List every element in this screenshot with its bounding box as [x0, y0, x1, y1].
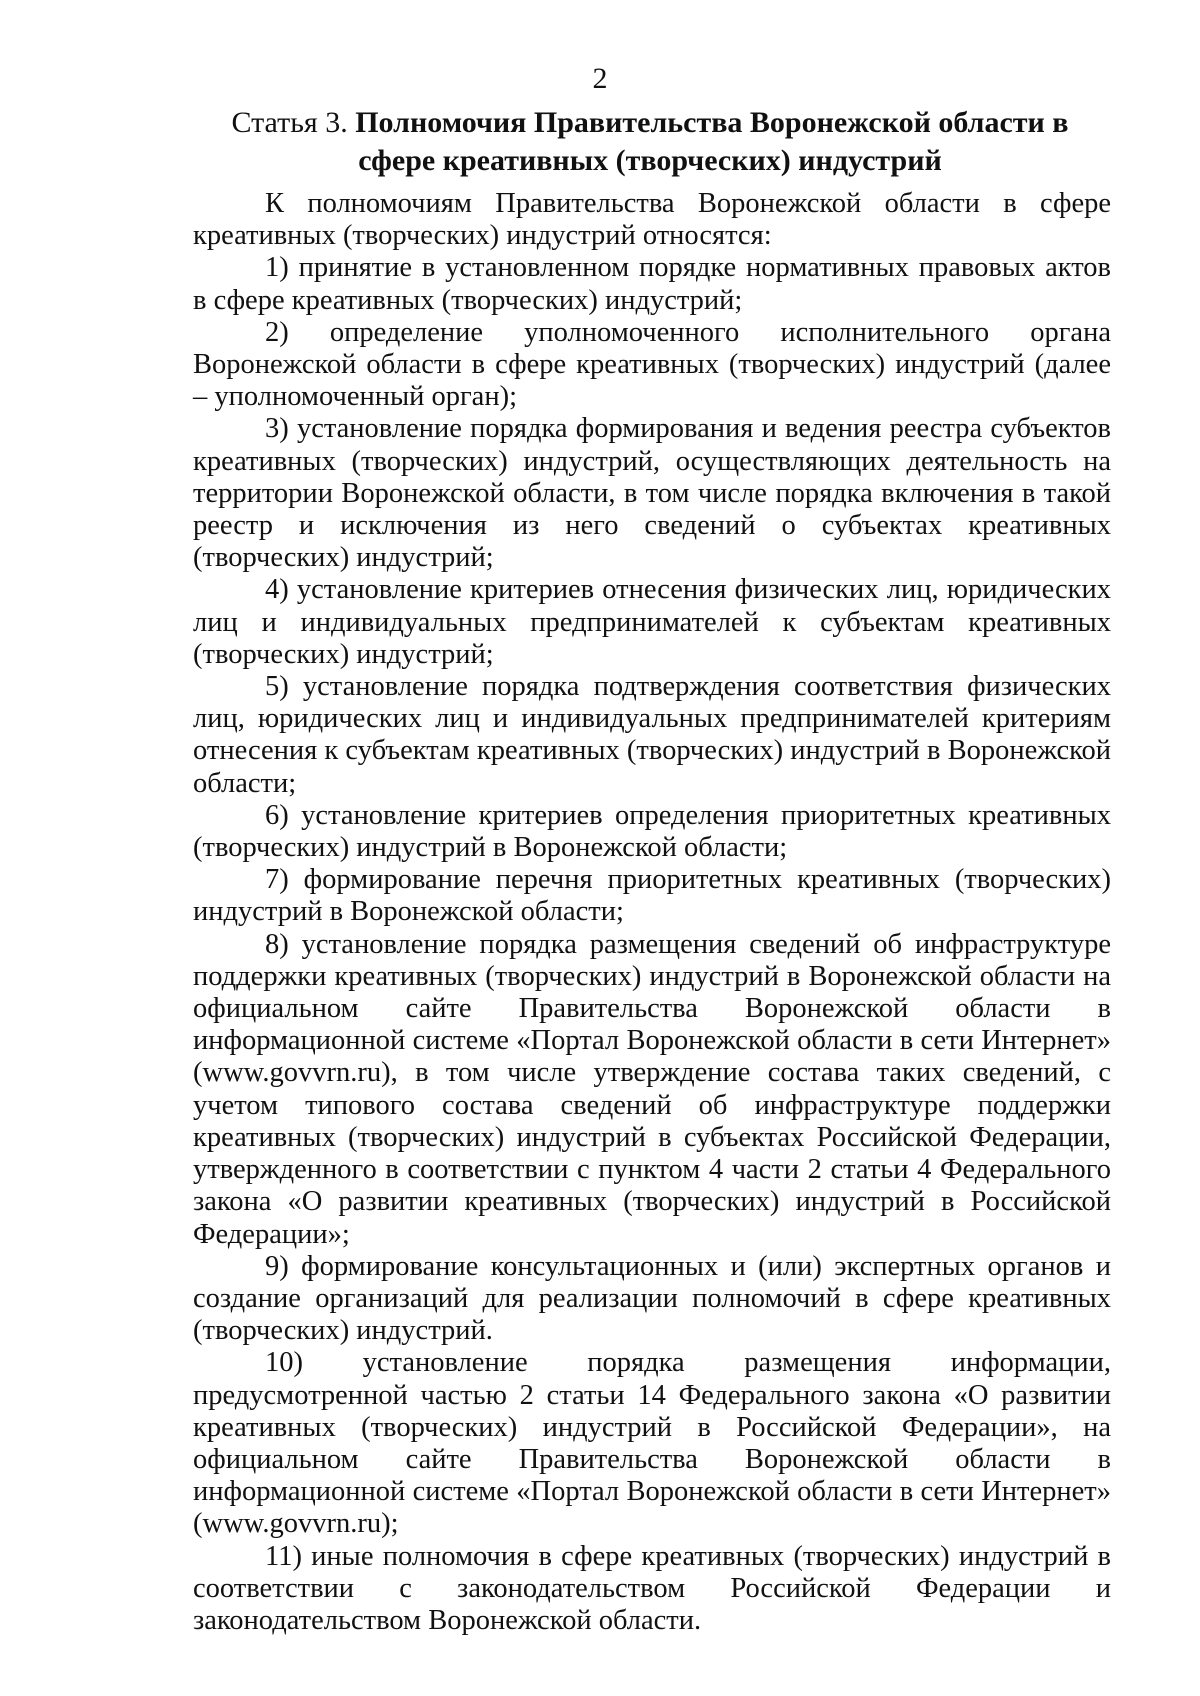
- list-item-4: 4) установление критериев отнесения физических лиц, юридических лиц и индивидуальных предпринимателей к субъектам креативных (творческих) индустрий;: [193, 574, 1111, 670]
- list-item-11: 11) иные полномочия в сфере креативных (творческих) индустрий в соответствии с законодательством Российской Федерации и законодательством Воронежской области.: [193, 1540, 1111, 1636]
- page-number: 2: [592, 62, 608, 95]
- list-item-7: 7) формирование перечня приоритетных креативных (творческих) индустрий в Воронежской области;: [193, 864, 1111, 928]
- list-item-5: 5) установление порядка подтверждения соответствия физических лиц, юридических лиц и индивидуальных предпринимателей критериям отнесения к субъектам креативных (творческих) индустрий в Воронежской области;: [193, 671, 1111, 799]
- intro-paragraph: К полномочиям Правительства Воронежской области в сфере креативных (творческих) индустрий относятся:: [193, 188, 1111, 252]
- list-item-9: 9) формирование консультационных и (или) экспертных органов и создание организаций для реализации полномочий в сфере креативных (творческих) индустрий.: [193, 1250, 1111, 1347]
- list-item-10: 10) установление порядка размещения информации, предусмотренной частью 2 статьи 14 Федерального закона «О развитии креативных (творческих) индустрий в Российской Федерации», на официальном сайте Правительства Воронежской области в информационной системе «Портал Воронежской области в сети Интернет» (www.govvrn.ru);: [193, 1347, 1111, 1540]
- article-body: [193, 188, 1111, 1637]
- list-item-8: 8) установление порядка размещения сведений об инфраструктуре поддержки креативных (творческих) индустрий в Воронежской области на официальном сайте Правительства Воронежской области в информационной системе «Портал Воронежской области в сети Интернет» (www.govvrn.ru), в том числе утверждение состава таких сведений, с учетом типового состава сведений об инфраструктуре поддержки креативных (творческих) индустрий в субъектах Российской Федерации, утвержденного в соответствии с пунктом 4 части 2 статьи 4 Федерального закона «О развитии креативных (творческих) индустрий в Российской Федерации»;: [193, 928, 1111, 1250]
- article-title: Полномочия Правительства Воронежской области в сфере креативных (творческих) индустрий: [355, 106, 1069, 177]
- list-item-6: 6) установление критериев определения приоритетных креативных (творческих) индустрий в Воронежской области;: [193, 799, 1111, 864]
- list-item-1: 1) принятие в установленном порядке нормативных правовых актов в сфере креативных (творческих) индустрий;: [193, 252, 1111, 316]
- article-number: Статья 3.: [231, 106, 348, 139]
- article-heading: [190, 104, 1110, 180]
- list-item-2: 2) определение уполномоченного исполнительного органа Воронежской области в сфере креативных (творческих) индустрий (далее – уполномоченный орган);: [193, 316, 1111, 413]
- list-item-3: 3) установление порядка формирования и ведения реестра субъектов креативных (творческих) индустрий, осуществляющих деятельность на территории Воронежской области, в том числе порядка включения в такой реестр и исключения из него сведений о субъектах креативных (творческих) индустрий;: [193, 413, 1111, 574]
